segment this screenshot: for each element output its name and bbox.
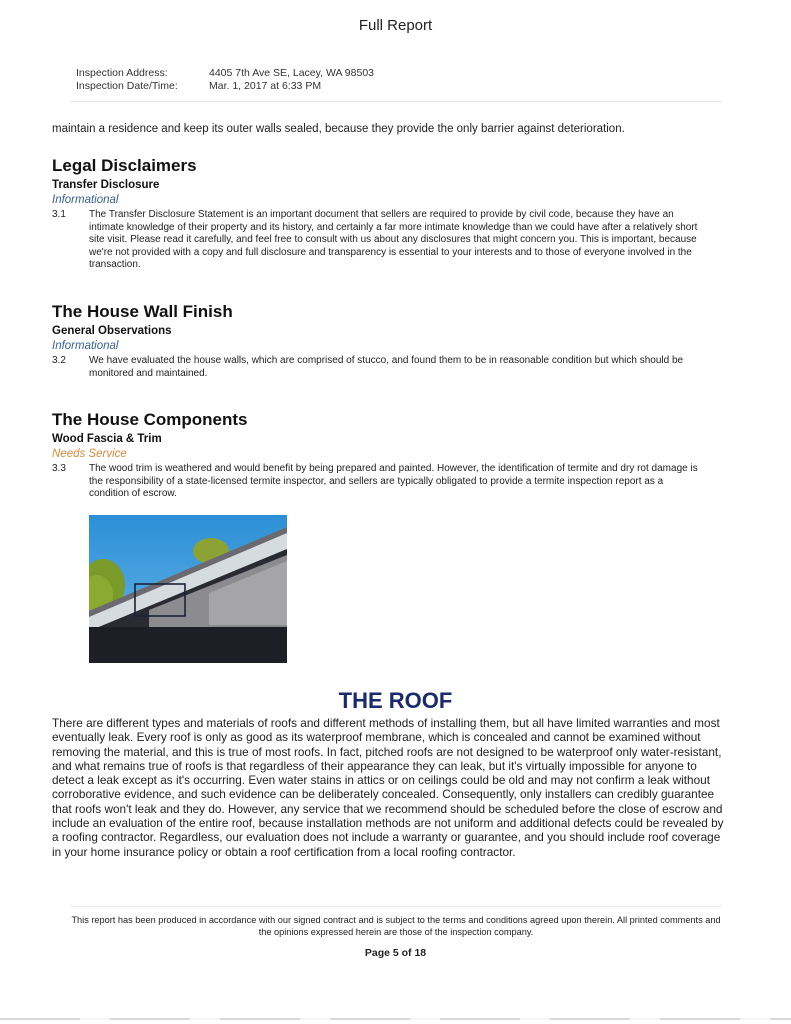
- inspection-info: [76, 67, 374, 93]
- section-subtitle: General Observations: [52, 325, 172, 337]
- section-legal-disclaimers: [52, 156, 732, 272]
- roof-section-body: There are different types and materials of roofs and different methods of installing them, but all have limited warranties and most eventually leak. Every roof is only as good as its waterproof membrane, which is concealed and cannot be examined without removing the material, and this is true of most roofs. In fact, pitched roofs are not designed to be waterproof only water-resistant, and what remains true of roofs is that regardless of their appearance they can leak, but it's virtually impossible for anyone to detect a leak except as it's occurring. Even water stains in attics or on ceilings could be old and may not confirm a leak without corroborative evidence, and such evidence can be deliberately concealed. Consequently, only installers can credibly guarantee that roofs won't leak and they do. However, any service that we recommend should be scheduled before the close of escrow and include an evaluation of the entire roof, because installation methods are not uniform and additional defects could be revealed by a roofing contractor. Regardless, our evaluation does not include a warranty or guarantee, and you should include roof coverage in your home insurance policy or obtain a roof certification from a local roofing contractor.: [52, 716, 724, 859]
- report-item: [52, 463, 732, 501]
- section-subtitle: Wood Fascia & Trim: [52, 433, 162, 445]
- item-text: The wood trim is weathered and would benefit by being prepared and painted. However, the identification of termite and dry rot damage is the responsibility of a state-licensed termite inspector, and sellers are typically obligated to provide a termite inspection report as a condition of escrow.: [89, 463, 698, 499]
- footer-disclaimer: This report has been produced in accordance with our signed contract and is subject to the terms and conditions agreed upon therein. All printed comments and the opinions expressed herein are those of the inspection company.: [71, 915, 721, 937]
- item-text: We have evaluated the house walls, which are comprised of stucco, and found them to be in reasonable condition but which should be monitored and maintained.: [89, 355, 684, 379]
- section-house-wall-finish: [52, 302, 732, 380]
- header-divider: [70, 101, 722, 102]
- section-title: The House Wall Finish: [52, 302, 233, 321]
- status-badge: Informational: [52, 340, 119, 352]
- inspection-datetime-row: [76, 80, 374, 93]
- roof-section-title: THE ROOF: [338, 688, 453, 713]
- section-subtitle: Transfer Disclosure: [52, 179, 160, 191]
- report-item: [52, 355, 732, 380]
- item-number: 3.2: [52, 355, 66, 366]
- item-number: 3.1: [52, 209, 66, 220]
- report-item: [52, 209, 732, 272]
- section-title: Legal Disclaimers: [52, 156, 197, 175]
- status-badge: Needs Service: [52, 448, 127, 460]
- section-house-components: [52, 410, 732, 501]
- fascia-photo-image: [89, 515, 287, 663]
- page-title: Full Report: [358, 17, 433, 34]
- inspection-address-label: Inspection Address:: [76, 67, 168, 79]
- page-number: Page 5 of 18: [364, 947, 427, 959]
- status-badge: Informational: [52, 194, 119, 206]
- item-number: 3.3: [52, 463, 66, 474]
- inspection-photo[interactable]: [89, 515, 287, 663]
- footer-divider: [70, 906, 722, 907]
- item-text: The Transfer Disclosure Statement is an important document that sellers are required to provide by civil code, because they have an intimate knowledge of their property and its history, and certainly a far more intimate knowledge than we could have after a relatively short site visit. Please read it carefully, and feel free to consult with us about any disclosures that might concern you. This is important, because we're not provided with a copy and full disclosure and transparency is essential to your interests and to those of everyone involved in the transaction.: [89, 209, 698, 270]
- section-title: The House Components: [52, 410, 248, 429]
- scan-edge-artifact: [0, 1018, 791, 1020]
- inspection-address-row: [76, 67, 374, 80]
- inspection-datetime-label: Inspection Date/Time:: [76, 80, 178, 92]
- inspection-datetime-value: Mar. 1, 2017 at 6:33 PM: [209, 80, 322, 92]
- continuation-text: maintain a residence and keep its outer walls sealed, because they provide the only barrier against deterioration.: [52, 123, 625, 135]
- inspection-address-value: 4405 7th Ave SE, Lacey, WA 98503: [209, 67, 375, 79]
